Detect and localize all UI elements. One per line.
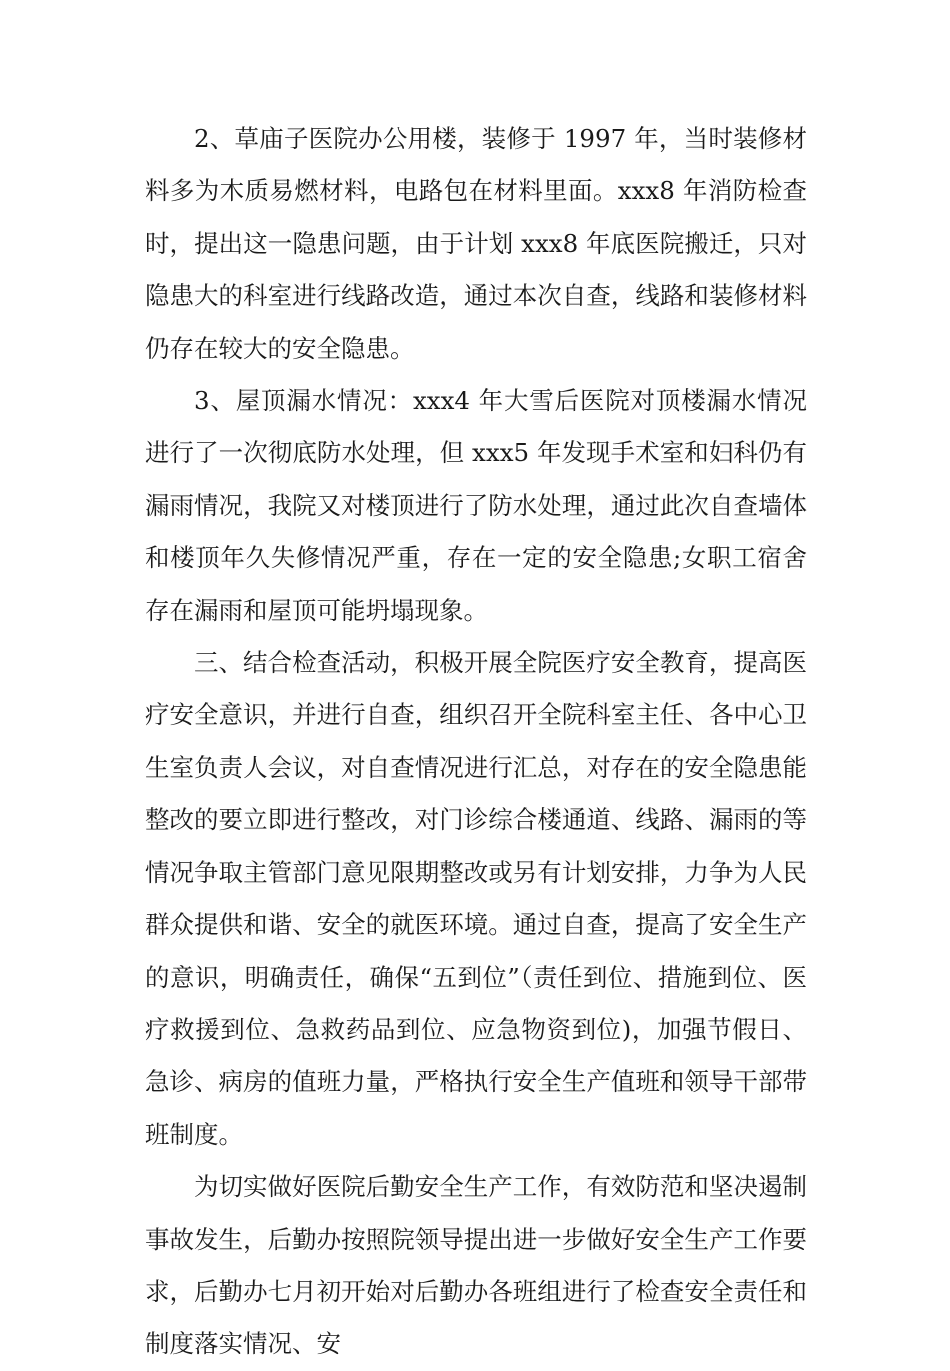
paragraph-roof-leak: 3、屋顶漏水情况：xxx4 年大雪后医院对顶楼漏水情况进行了一次彻底防水处理，但 xxx5 年发现手术室和妇科仍有漏雨情况，我院又对楼顶进行了防水处理，通过此次自查墙体和楼顶年久失修情况严重，存在一定的安全隐患;女职工宿舍存在漏雨和屋顶可能坍塌现象。: [145, 386, 807, 625]
paragraph-safety-education: 三、结合检查活动，积极开展全院医疗安全教育，提高医疗安全意识，并进行自查，组织召开全院科室主任、各中心卫生室负责人会议，对自查情况进行汇总，对存在的安全隐患能整改的要立即进行整改，对门诊综合楼通道、线路、漏雨的等情况争取主管部门意见限期整改或另有计划安排，力争为人民群众提供和谐、安全的就医环境。通过自查，提高了安全生产的意识，明确责任，确保“五到位”（责任到位、措施到位、医疗救援到位、急救药品到位、应急物资到位)，加强节假日、急诊、病房的值班力量，严格执行安全生产值班和领导干部带班制度。: [145, 648, 807, 1149]
paragraph-logistics-safety: 为切实做好医院后勤安全生产工作，有效防范和坚决遏制事故发生，后勤办按照院领导提出进一步做好安全生产工作要求，后勤办七月初开始对后勤办各班组进行了检查安全责任和制度落实情况、安: [145, 1172, 807, 1359]
document-body: [145, 113, 807, 1371]
paragraph-office-building: 2、草庙子医院办公用楼，装修于 1997 年，当时装修材料多为木质易燃材料，电路包在材料里面。xxx8 年消防检查时，提出这一隐患问题，由于计划 xxx8 年底医院搬迁，只对隐患大的科室进行线路改造，通过本次自查，线路和装修材料仍存在较大的安全隐患。: [145, 124, 807, 363]
